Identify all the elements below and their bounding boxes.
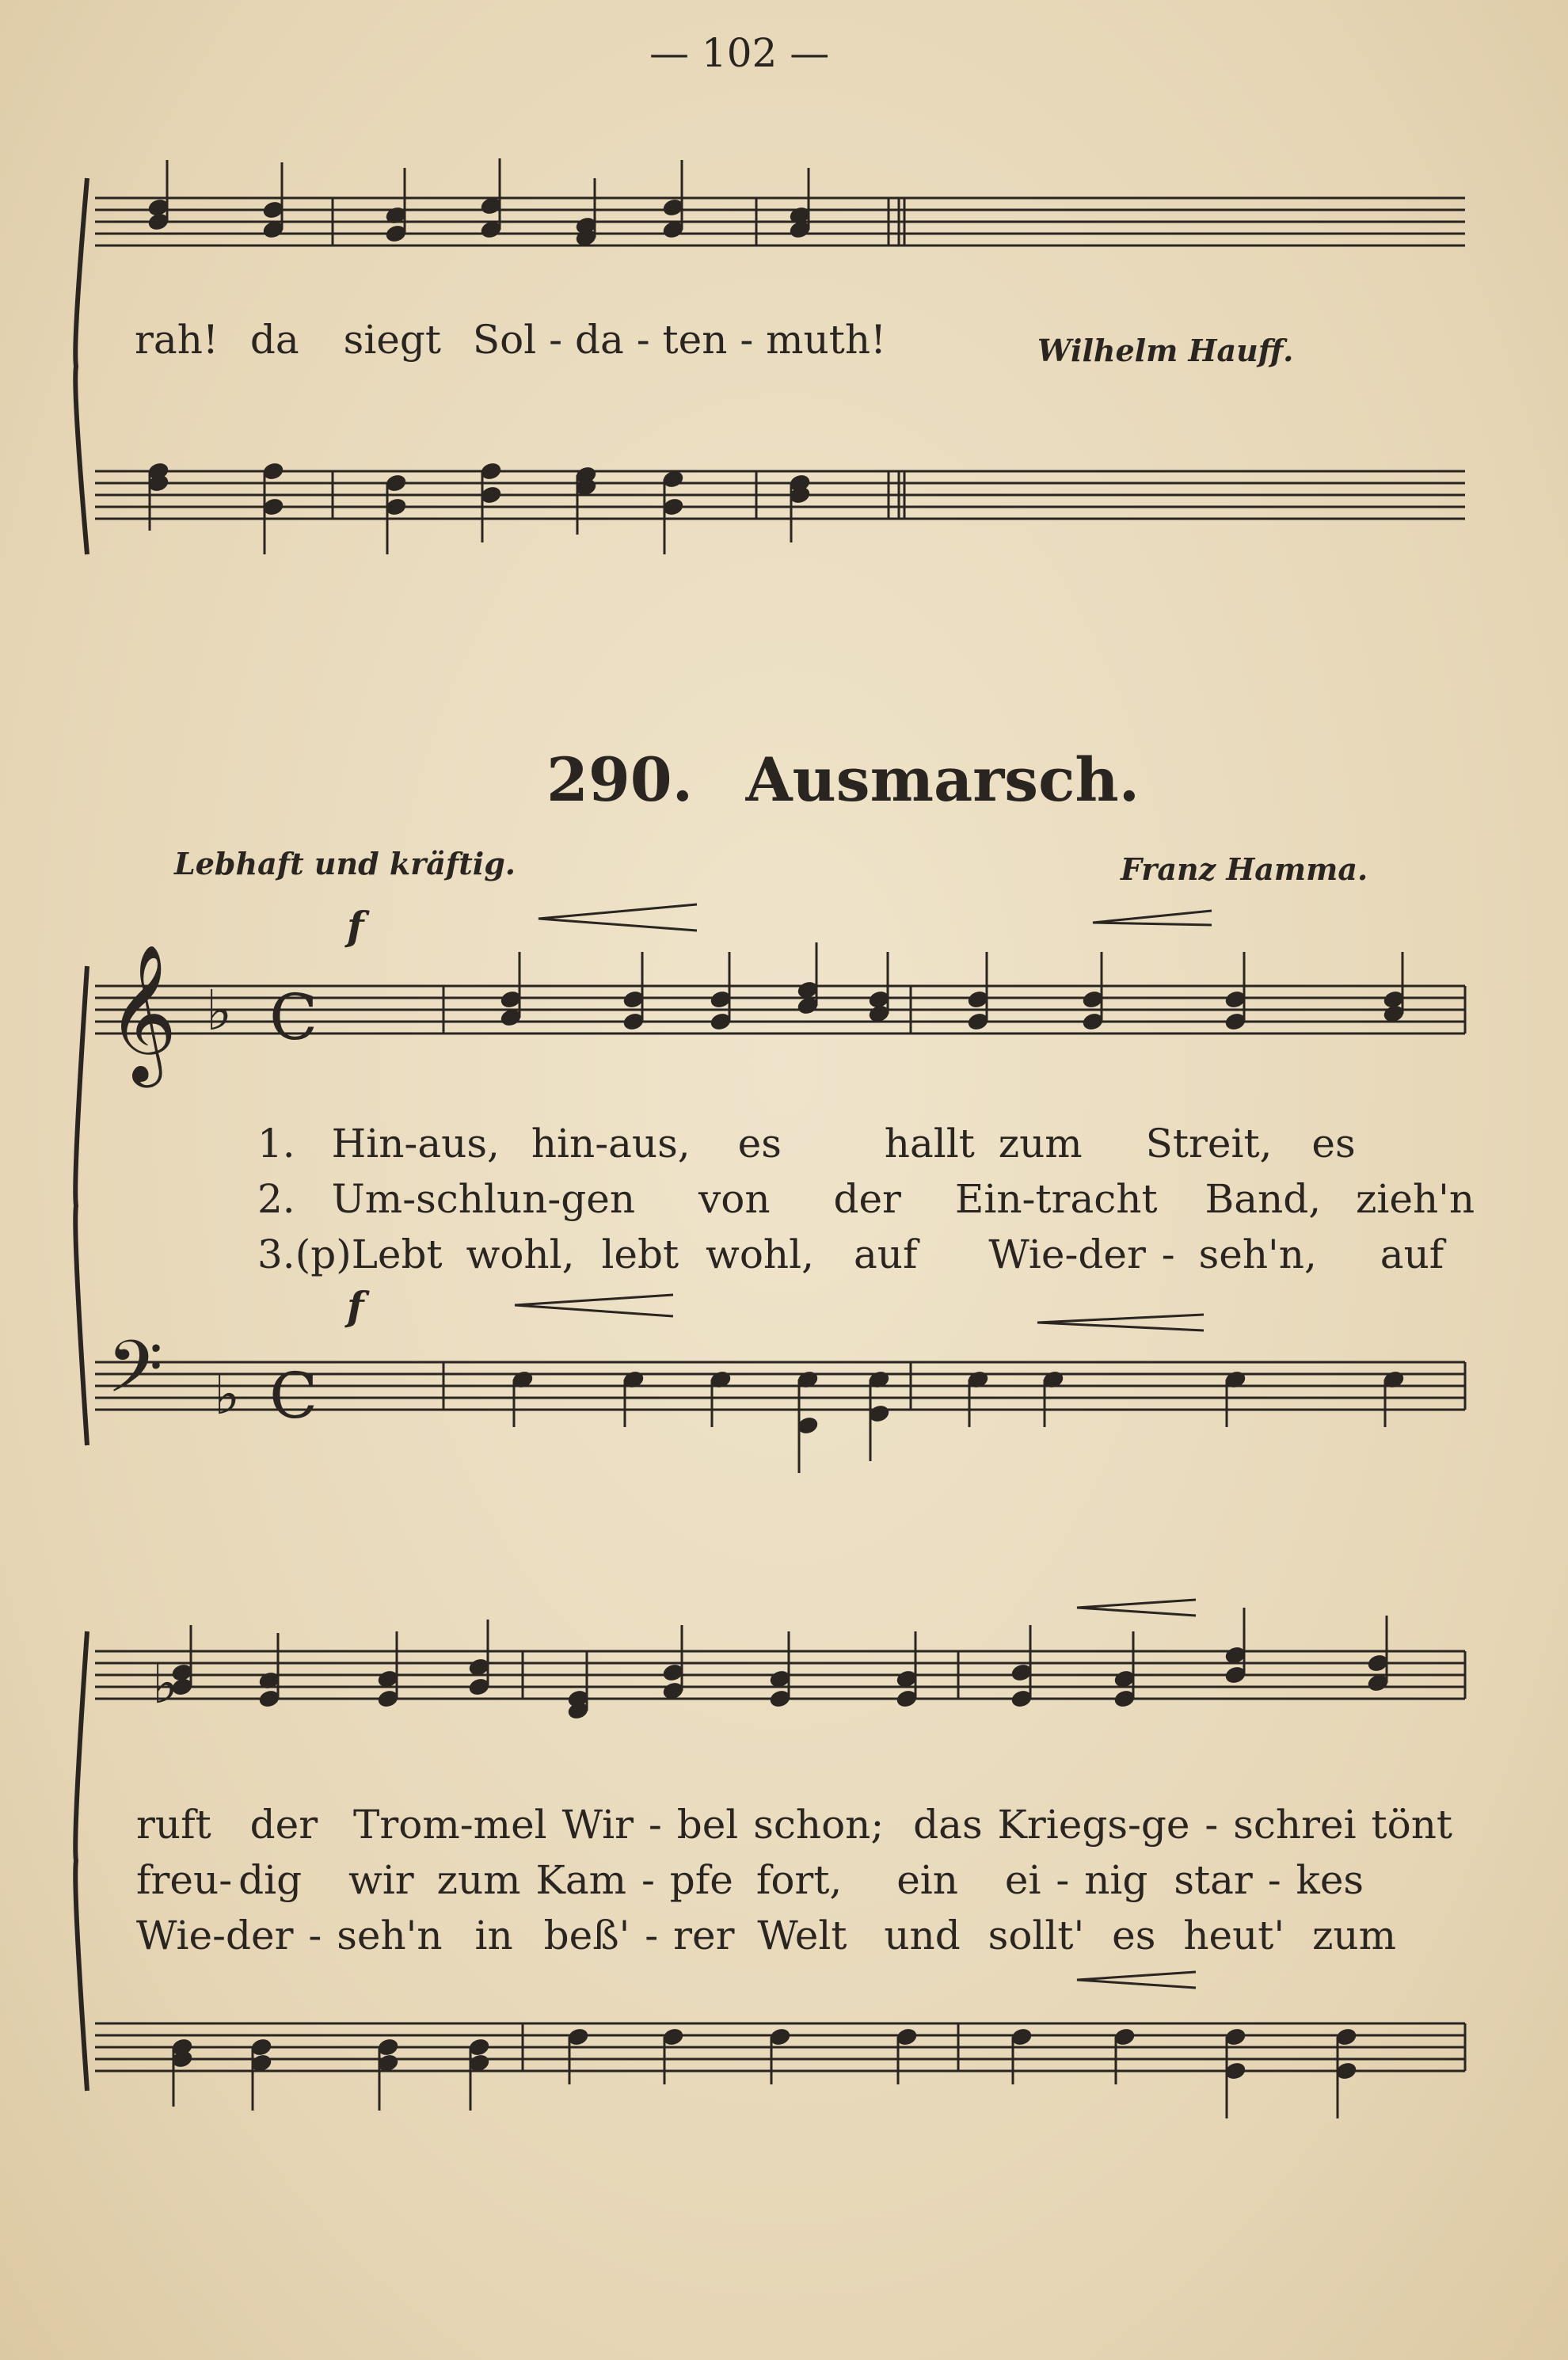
lyric-word: auf [1380, 1231, 1444, 1277]
lyric-word: ten [662, 317, 728, 363]
lyric-word: von [698, 1176, 771, 1222]
staff-lines [75, 178, 1465, 2091]
lyric-word: muth! [766, 317, 887, 363]
lyric-word: aus, [608, 1121, 691, 1167]
crescendo-hairpin [1077, 1600, 1196, 1616]
lyric-word: Band, [1205, 1176, 1322, 1222]
notes [147, 158, 1406, 2118]
crescendo-hairpin [1037, 1315, 1204, 1330]
lyric-hyphen: - [547, 1176, 561, 1222]
lyric-word: schon; [753, 1802, 885, 1848]
lyric-word: lebt [601, 1231, 679, 1277]
lyric-word: wohl, [466, 1231, 575, 1277]
lyric-hyphen: - [740, 317, 754, 363]
lyric-word: zum [998, 1121, 1083, 1167]
lyric-word: da [249, 317, 299, 363]
lyric-word: rah! [135, 317, 219, 363]
lyric-word: schlun [416, 1176, 548, 1222]
lyric-hyphen: - [1056, 1857, 1070, 1903]
lyric-word: seh'n [337, 1913, 443, 1958]
composer: Franz Hamma. [1121, 851, 1368, 887]
lyric-word: Streit, [1145, 1121, 1273, 1167]
lyric-hyphen: - [402, 1176, 417, 1222]
lyric-hyphen: - [308, 1913, 322, 1958]
lyric-hyphen: - [648, 1802, 662, 1848]
lyric-word: beß' [543, 1913, 630, 1958]
treble-clef-icon: 𝄞 [107, 944, 177, 1082]
song-name: Ausmarsch. [745, 744, 1140, 815]
lyric-word: rer [673, 1913, 735, 1958]
lyric-word: Sol [472, 317, 537, 363]
lyric-word: in [474, 1913, 513, 1958]
lyric-hyphen: - [645, 1913, 659, 1958]
lyric-word: es [737, 1121, 782, 1167]
crescendo-hairpin [515, 1295, 673, 1316]
verse-number: 3.(p)Lebt [257, 1231, 443, 1277]
tempo-marking: Lebhaft und kräftig. [174, 846, 516, 881]
lyric-hyphen: - [1205, 1802, 1219, 1848]
common-time-icon: C [269, 980, 318, 1054]
lyric-word: der [833, 1176, 901, 1222]
flat-sign-icon: ♭ [206, 978, 233, 1043]
lyric-word: sollt' [988, 1913, 1085, 1958]
lyric-word: dig [238, 1857, 303, 1903]
lyric-word: star [1174, 1857, 1253, 1903]
lyric-word: fort, [755, 1857, 843, 1903]
lyric-word: es [1112, 1913, 1156, 1958]
poem-author: Wilhelm Hauff. [1037, 333, 1294, 368]
lyric-word: zum [436, 1857, 521, 1903]
lyric-word: zum [1312, 1913, 1397, 1958]
lyric-word: auf [853, 1231, 918, 1277]
system-brace [75, 178, 87, 554]
lyric-word: das [913, 1802, 983, 1848]
clefs [107, 944, 318, 1716]
lyric-word: Um [331, 1176, 403, 1222]
lyric-word: freu- [136, 1857, 233, 1903]
lyric-word: Wie [988, 1231, 1065, 1277]
system-brace [75, 1631, 87, 2091]
lyric-word: da [574, 317, 624, 363]
flat-sign-icon: ♭ [214, 1362, 241, 1427]
lyric-word: Kriegs-ge [997, 1802, 1190, 1848]
lyric-word: Wie-der [136, 1913, 294, 1958]
lyric-word: wohl, [706, 1231, 815, 1277]
bass-clef-icon: 𝄢 [107, 1325, 163, 1426]
lyric-word: der [249, 1802, 318, 1848]
lyric-word: seh'n, [1198, 1231, 1317, 1277]
lyric-hyphen: - [636, 317, 650, 363]
lyric-word: nig [1084, 1857, 1148, 1903]
lyric-word: Ein-tracht [954, 1176, 1158, 1222]
lyric-hyphen: - [549, 317, 563, 363]
flat-sign-icon: ♭ [152, 1651, 179, 1716]
dynamic-marking: f [347, 1283, 364, 1330]
lyric-word: kes [1296, 1857, 1364, 1903]
lyric-word: aus, [417, 1121, 500, 1167]
lyric-word: ruft [136, 1802, 211, 1848]
lyric-word: siegt [343, 317, 441, 363]
lyric-hyphen: - [595, 1121, 609, 1167]
lyric-word: Wir [561, 1802, 634, 1848]
lyric-word: bel [676, 1802, 739, 1848]
lyric-word: der [1078, 1231, 1146, 1277]
lyric-word: tönt [1371, 1802, 1452, 1848]
lyric-word: schrei [1233, 1802, 1357, 1848]
page-number: — 102 — [649, 30, 830, 76]
lyric-word: ein [896, 1857, 959, 1903]
lyric-word: und [884, 1913, 961, 1958]
verse-number: 1. [257, 1121, 295, 1167]
lyric-word: ei [1004, 1857, 1041, 1903]
lyric-word: heut' [1183, 1913, 1285, 1958]
song-number: 290. [546, 744, 694, 815]
lyric-hyphen: - [641, 1857, 655, 1903]
lyric-hyphen: - [1161, 1231, 1175, 1277]
lyric-word: hin [531, 1121, 596, 1167]
lyric-word: Kam [535, 1857, 627, 1903]
lyric-word: pfe [669, 1857, 733, 1903]
lyric-hyphen: - [404, 1121, 418, 1167]
lyric-word: zieh'n [1356, 1176, 1475, 1222]
crescendo-hairpin [1093, 911, 1212, 925]
verse-number: 2. [257, 1176, 295, 1222]
crescendo-hairpin [539, 904, 697, 931]
lyric-word: gen [561, 1176, 636, 1222]
lyric-word: hallt [884, 1121, 975, 1167]
dynamic-marking: f [347, 903, 364, 950]
crescendo-hairpin [1077, 1972, 1196, 1988]
system-brace [75, 966, 87, 1445]
lyric-word: Welt [757, 1913, 847, 1958]
lyric-word: es [1311, 1121, 1356, 1167]
lyric-hyphen: - [1064, 1231, 1079, 1277]
lyric-word: wir [348, 1857, 414, 1903]
lyric-hyphen: - [1267, 1857, 1281, 1903]
lyric-word: Trom-mel [353, 1802, 547, 1848]
lyric-word: Hin [331, 1121, 405, 1167]
common-time-icon: C [269, 1359, 318, 1433]
